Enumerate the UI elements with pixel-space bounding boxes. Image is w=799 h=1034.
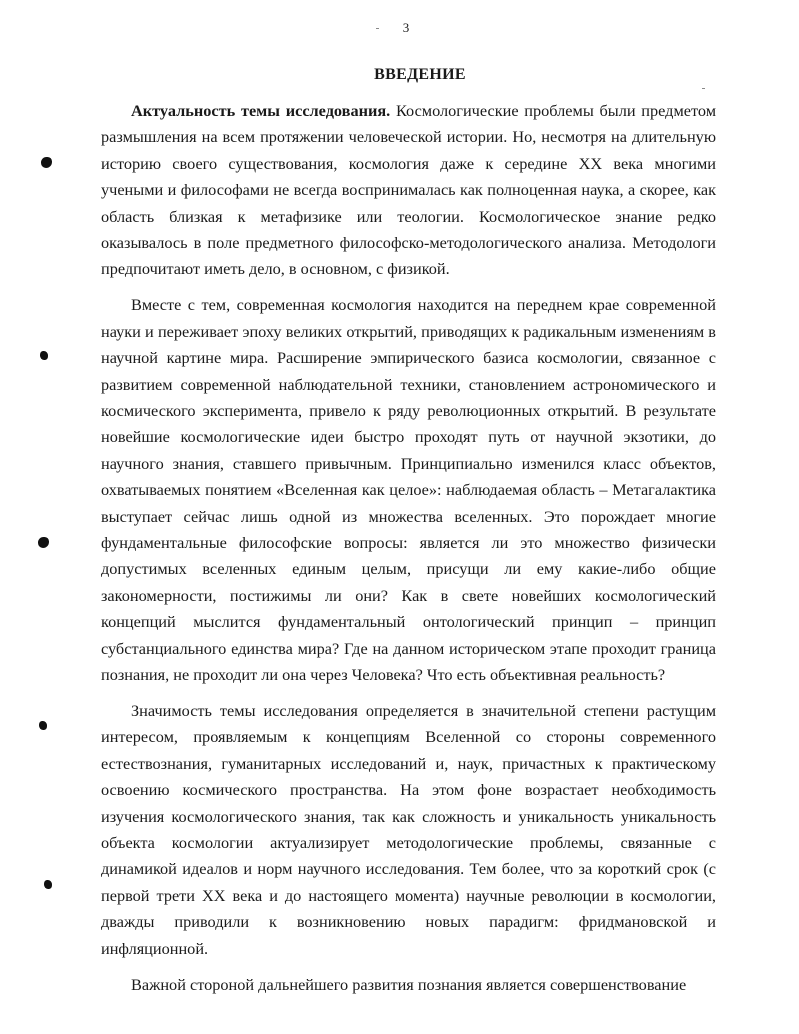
document-body — [101, 98, 716, 998]
paragraph-text: Космологические проблемы были предметом размышления на всем протяжении человеческой истории. Но, несмотря на длительную историю своего существования, космология даже к середине XX века многими учеными и философами не всегда воспринималась как полноценная наука, а скорее, как область близкая к метафизике или теологии. Космологическое знание редко оказывалось в поле предметного философско-методологического анализа. Методологи предпочитают иметь дело, в основном, с физикой. — [101, 101, 717, 279]
paragraph-continuation: Важной стороной дальнейшего развития познания является совершенствование — [131, 974, 687, 994]
paragraph-relevance — [101, 98, 716, 283]
binding-hole-mark — [44, 880, 52, 889]
binding-hole-mark — [39, 721, 47, 730]
binding-hole-mark — [38, 537, 49, 548]
binding-hole-mark — [40, 351, 48, 360]
paragraph-significance: Значимость темы исследования определяется в значительной степени растущим интересом, проявляемым к концепциям Вселенной со стороны современного естествознания, гуманитарных исследований и, наук, причастных к практическому освоению космического пространства. На этом фоне возрастает необходимость изучения космологического знания, так как сложность и уникальность уникальность объекта космологии актуализирует методологические проблемы, связанные с динамикой идеалов и норм научного исследования. Тем более, что за короткий срок (с первой трети XX века и до настоящего момента) научные революции в космологии, дважды приводили к возникновению новых парадигм: фридмановской и инфляционной. — [101, 700, 716, 958]
scan-speck — [702, 88, 705, 89]
paragraph-lead-title: Актуальность темы исследования. — [131, 101, 391, 120]
paragraph-modern-cosmology: Вместе с тем, современная космология находится на переднем крае современной науки и переживает эпоху великих открытий, приводящих к радикальным изменениям в научной картине мира. Расширение эмпирического базиса космологии, связанное с развитием современной наблюдательной техники, становлением астрономического и космического эксперимента, привело к ряду революционных открытий. В результате новейшие космологические идеи быстро проходят путь от научной экзотики, до научного знания, ставшего привычным. Принципиально изменился класс объектов, охватываемых понятием «Вселенная как целое»: наблюдаемая область – Метагалактика выступает сейчас лишь одной из множества вселенных. Это порождает многие фундаментальные философские вопросы: является ли это множество физически допустимых вселенных единым целым, присущи ли ему какие-либо общие закономерности, постижимы ли они? Как в свете новейших космологический концепций мыслится фундаментальный онтологический принцип – принцип субстанциального единства мира? Где на данном историческом этапе проходит граница познания, не проходит ли она через Человека? Что есть объективная реальность? — [101, 295, 716, 685]
page-number: 3 — [402, 20, 410, 35]
binding-hole-mark — [41, 157, 52, 168]
page-heading: ВВЕДЕНИЕ — [374, 66, 466, 83]
